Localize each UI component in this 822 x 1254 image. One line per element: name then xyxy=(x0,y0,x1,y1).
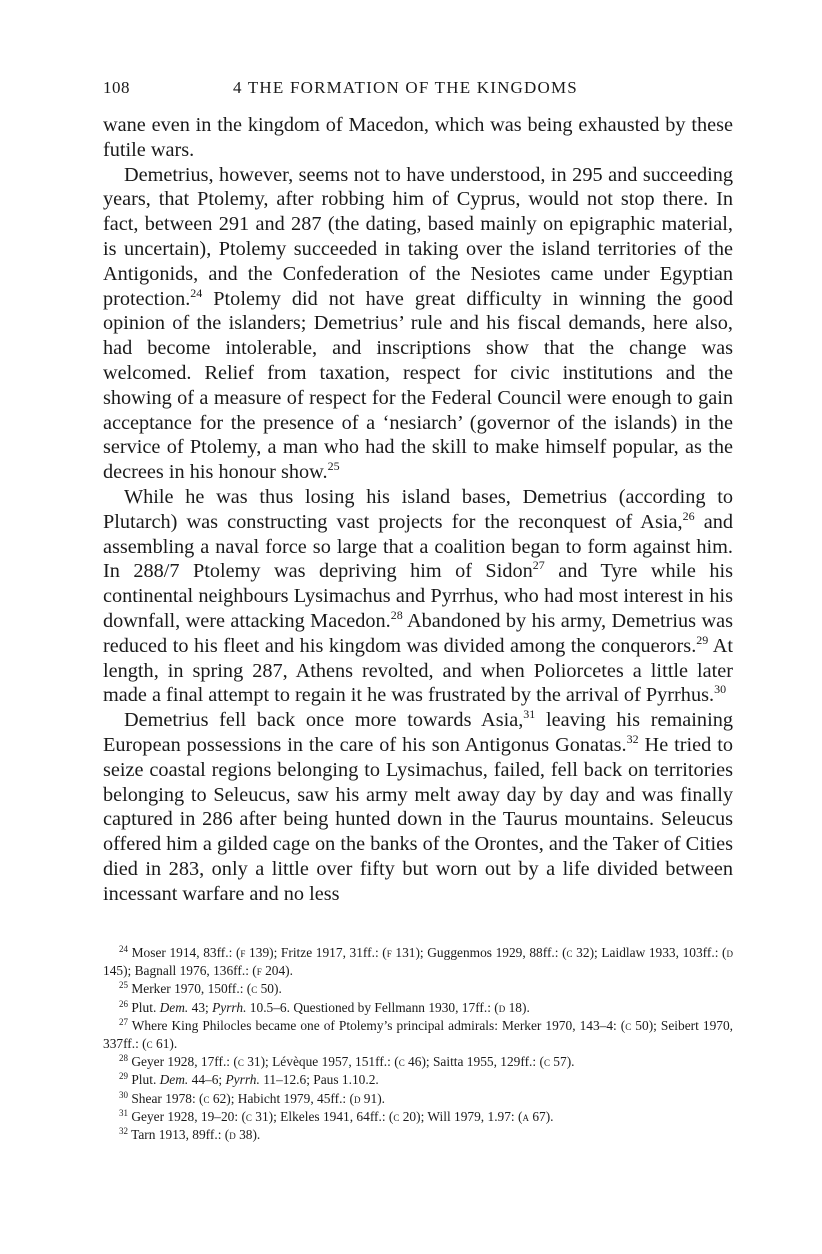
italic-text: Pyrrh. xyxy=(225,1072,260,1088)
text-run: Moser 1914, 83ff.: ( xyxy=(131,945,241,960)
footnote-number: 31 xyxy=(119,1107,128,1118)
small-caps-text: d xyxy=(498,999,506,1015)
text-run: 50). xyxy=(257,981,282,997)
text-run: 145); Bagnall 1976, 136ff.: ( xyxy=(103,963,257,979)
footnote xyxy=(103,1090,733,1108)
text-run: wane even in the kingdom of Macedon, which was being exhausted by these futile wars. xyxy=(103,114,733,161)
small-caps-text: c xyxy=(237,1054,244,1070)
paragraph xyxy=(103,708,733,906)
small-caps-text: d xyxy=(229,1127,236,1143)
text-run: 32); Laidlaw 1933, 103ff.: ( xyxy=(572,945,727,960)
italic-text: Dem. xyxy=(159,1072,189,1088)
text-run: Plut. xyxy=(131,999,160,1015)
footnote xyxy=(103,1053,733,1071)
footnote-number: 25 xyxy=(119,980,128,991)
text-run: 20); Will 1979, 1.97: ( xyxy=(399,1108,523,1124)
small-caps-text: f xyxy=(256,963,262,979)
text-run: Plut. xyxy=(131,1072,160,1088)
main-text xyxy=(103,113,733,907)
footnote xyxy=(103,944,733,980)
footnote xyxy=(103,999,733,1017)
footnote xyxy=(103,1126,733,1144)
small-caps-text: c xyxy=(203,1090,210,1106)
text-run: Ptolemy did not have great difficulty in winning the good opinion of the islanders; Demetrius’ rule and his fiscal demands, here also, had become intolerable, and inscriptions show that the change was welcomed. Relief from taxation, respect for civic institutions and the showing of a measure of respect for the Federal Council were enough to gain acceptance for the presence of a ‘nesiarch’ (governor of the islands) in the service of Ptolemy, a man who had the skill to make himself popular, as the decrees in his honour show. xyxy=(103,287,733,484)
text-run: 50); Seibert 1970, 337ff.: ( xyxy=(103,1017,733,1052)
footnote-ref: 31 xyxy=(523,707,536,722)
text-run: 131); Guggenmos 1929, 88ff.: ( xyxy=(391,945,567,960)
text-run: 44–6; xyxy=(188,1072,226,1088)
text-run: 31); Elkeles 1941, 64ff.: ( xyxy=(251,1108,394,1124)
text-run: 38). xyxy=(235,1127,261,1143)
text-run: 31); Lévèque 1957, 151ff.: ( xyxy=(243,1054,399,1070)
footnote-number: 24 xyxy=(119,944,128,954)
small-caps-text: d xyxy=(353,1090,361,1106)
paragraph xyxy=(103,485,733,708)
text-run: While he was thus losing his island bases, Demetrius (according to Plutarch) was constructing vast projects for the reconquest of Asia, xyxy=(103,485,733,533)
text-run: and assembling a naval force so large that a coalition began to form against him. In 288/7 Ptolemy was depriving him of Sidon xyxy=(103,510,733,583)
text-run: 91). xyxy=(360,1090,385,1106)
text-run: Merker 1970, 150ff.: ( xyxy=(131,981,252,997)
small-caps-text: f xyxy=(386,945,392,960)
footnotes xyxy=(103,944,733,1144)
text-run: Abandoned by his army, Demetrius was reduced to his fleet and his kingdom was divided among the conquerors. xyxy=(103,609,733,657)
footnote-ref: 26 xyxy=(682,508,695,523)
text-run: 18). xyxy=(505,999,530,1015)
text-run: At length, in spring 287, Athens revolted, and when Poliorcetes a little later made a final attempt to regain it he was frustrated by the arrival of Pyrrhus. xyxy=(103,634,733,707)
small-caps-text: c xyxy=(398,1054,405,1070)
small-caps-text: f xyxy=(240,945,246,960)
italic-text: Pyrrh. xyxy=(212,999,247,1015)
text-run: 10.5–6. Questioned by Fellmann 1930, 17ff.: ( xyxy=(246,999,499,1015)
text-run: 46); Saitta 1955, 129ff.: ( xyxy=(404,1054,544,1070)
small-caps-text: c xyxy=(543,1054,550,1070)
text-run: 43; xyxy=(188,999,213,1015)
footnote-ref: 29 xyxy=(696,632,709,647)
text-run: 204). xyxy=(261,963,293,979)
footnote-ref: 32 xyxy=(626,731,639,746)
small-caps-text: c xyxy=(245,1108,252,1124)
footnote-number: 30 xyxy=(119,1089,128,1100)
small-caps-text: d xyxy=(726,945,733,960)
text-run: Where King Philocles became one of Ptolemy’s principal admirals: Merker 1970, 143–4: ( xyxy=(131,1017,626,1033)
text-run: Demetrius fell back once more towards Asia, xyxy=(124,709,524,732)
text-run: leaving his remaining European possessions in the care of his son Antigonus Gonatas. xyxy=(103,709,733,756)
footnote-number: 28 xyxy=(119,1053,128,1064)
paragraph xyxy=(103,113,733,163)
footnote-number: 27 xyxy=(119,1016,128,1027)
text-run: Tarn 1913, 89ff.: ( xyxy=(131,1127,230,1143)
small-caps-text: c xyxy=(625,1017,632,1033)
running-title: 4 THE FORMATION OF THE KINGDOMS xyxy=(233,78,578,97)
text-run: Geyer 1928, 17ff.: ( xyxy=(131,1054,238,1070)
text-run: 61). xyxy=(152,1036,178,1052)
text-run: Demetrius, however, seems not to have understood, in 295 and succeeding years, that Ptolemy, after robbing him of Cyprus, would not stop there. In fact, between 291 and 287 (the dating, based mainly on epigraphic material, is uncertain), Ptolemy succeeded in taking over the island territories of the Antigonids, and the Confederation of the Nesiotes came under Egyptian protection. xyxy=(103,163,733,310)
text-run: 67). xyxy=(528,1108,554,1124)
footnote-number: 26 xyxy=(119,998,128,1009)
small-caps-text: c xyxy=(566,945,573,960)
text-run: Shear 1978: ( xyxy=(131,1090,204,1106)
footnote-ref: 25 xyxy=(327,459,340,474)
text-run: and Tyre while his continental neighbours Lysimachus and Pyrrhus, who had most interest in his downfall, were attacking Macedon. xyxy=(103,560,733,632)
italic-text: Dem. xyxy=(159,999,189,1015)
footnote xyxy=(103,980,733,998)
footnote xyxy=(103,1017,733,1053)
text-run: Geyer 1928, 19–20: ( xyxy=(131,1108,246,1124)
page-number: 108 xyxy=(103,78,130,97)
small-caps-text: c xyxy=(393,1108,400,1124)
footnote xyxy=(103,1108,733,1126)
footnote-ref: 30 xyxy=(714,682,727,697)
running-header xyxy=(103,78,733,102)
footnote xyxy=(103,1071,733,1089)
text-run: 57). xyxy=(549,1054,575,1070)
footnote-number: 29 xyxy=(119,1071,128,1082)
small-caps-text: c xyxy=(251,981,258,997)
text-run: 62); Habicht 1979, 45ff.: ( xyxy=(209,1090,354,1106)
footnote-ref: 27 xyxy=(532,558,545,573)
footnote-number: 32 xyxy=(119,1126,128,1137)
small-caps-text: c xyxy=(146,1036,153,1052)
footnote-ref: 28 xyxy=(390,607,403,622)
text-run: He tried to seize coastal regions belonging to Lysimachus, failed, fell back on territories belonging to Seleucus, saw his army melt away day by day and was finally captured in 286 after being hunted down in the Taurus mountains. Seleucus offered him a gilded cage on the banks of the Orontes, and the Taker of Cities died in 283, only a little over fifty but worn out by a life divided between incessant warfare and no less xyxy=(103,733,733,905)
paragraph xyxy=(103,163,733,485)
text-run: 11–12.6; Paus 1.10.2. xyxy=(259,1072,379,1088)
footnote-ref: 24 xyxy=(190,285,203,300)
text-run: 139); Fritze 1917, 31ff.: ( xyxy=(245,945,387,960)
small-caps-text: a xyxy=(522,1108,529,1124)
